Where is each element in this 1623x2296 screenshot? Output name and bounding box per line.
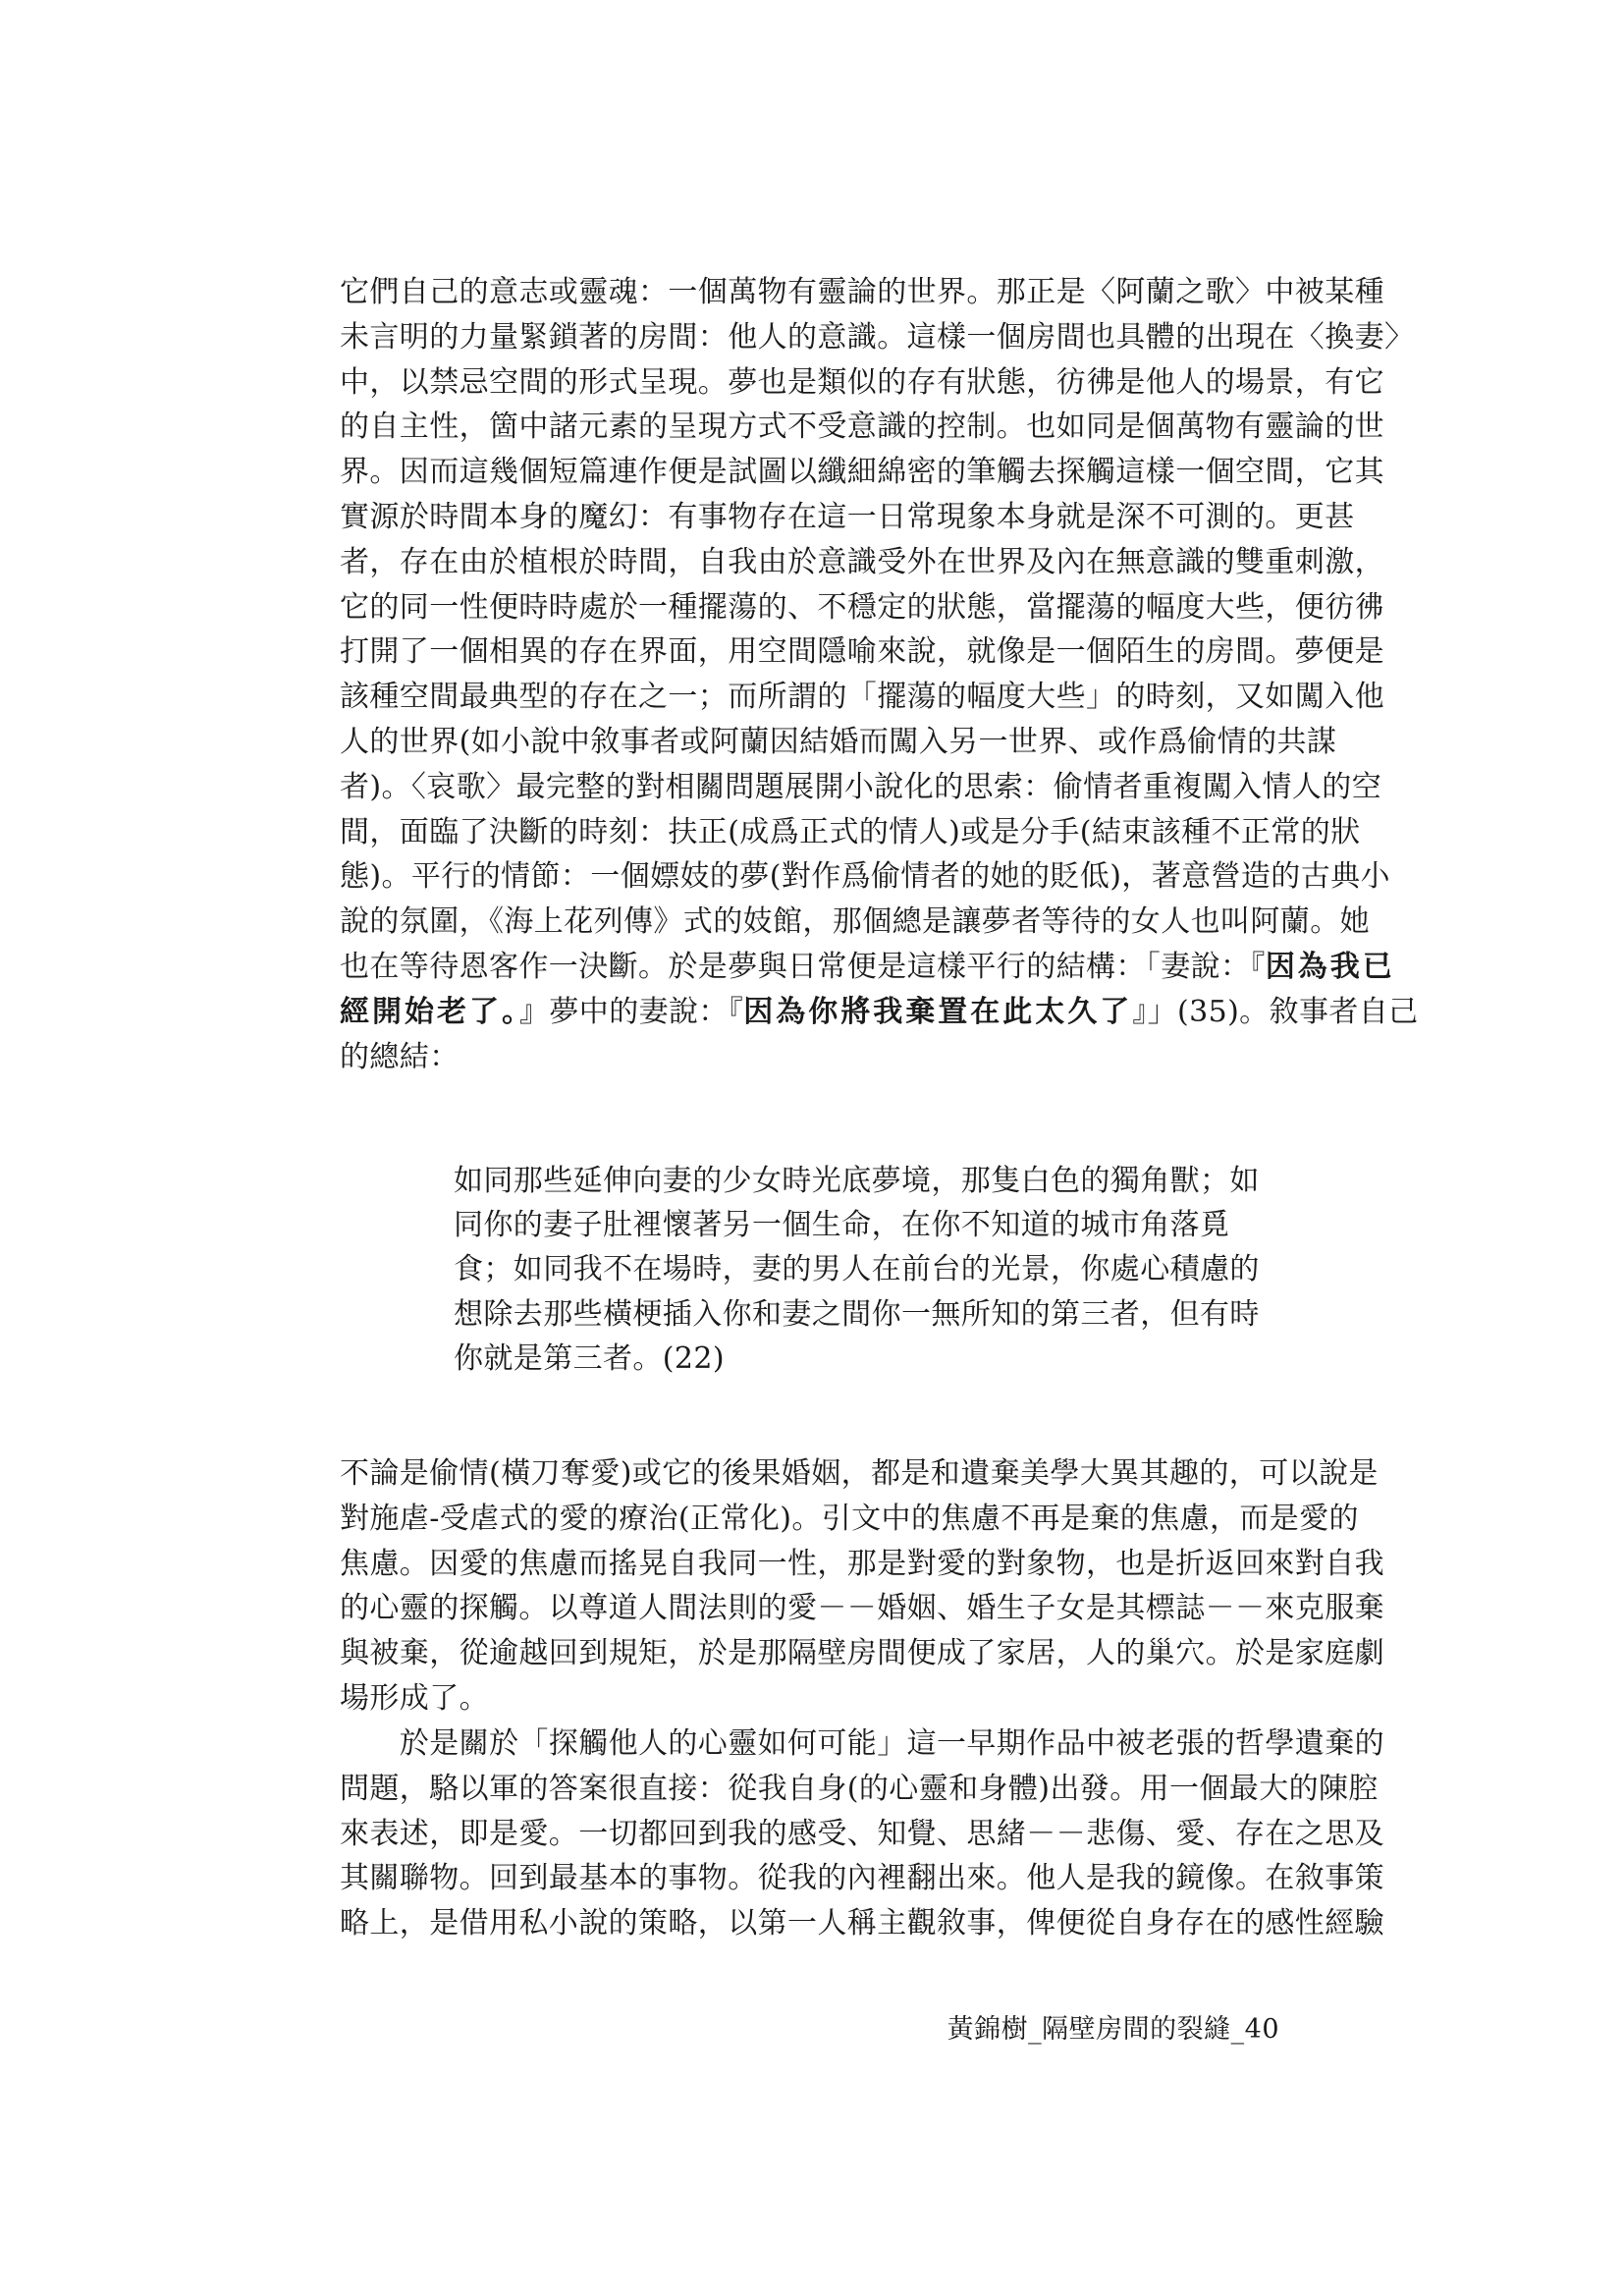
text-line: 問題，駱以軍的答案很直接：從我自身(的心靈和身體)出發。用一個最大的陳腔 — [340, 1771, 1379, 1806]
paragraph-3 — [340, 1722, 1384, 1946]
text-line: 它們自己的意志或靈魂：一個萬物有靈論的世界。那正是〈阿蘭之歌〉中被某種 — [340, 275, 1384, 309]
emphasized-quote: 因為我已 — [1265, 949, 1395, 984]
text-line: 者)。〈哀歌〉最完整的對相關問題展開小說化的思索：偷情者重複闖入情人的空 — [340, 769, 1382, 804]
text-line: 與被棄，從逾越回到規矩，於是那隔壁房間便成了家居，人的巢穴。於是家庭劇 — [340, 1636, 1384, 1671]
quote-line: 你就是第三者。(22) — [454, 1340, 725, 1376]
text-line: 該種空間最典型的存在之一；而所謂的「擺蕩的幅度大些」的時刻，又如闖入他 — [340, 680, 1384, 715]
text-line: 其關聯物。回到最基本的事物。從我的內裡翻出來。他人是我的鏡像。在敘事策 — [340, 1861, 1384, 1896]
quote-line: 食；如同我不在場時，妻的男人在前台的光景，你處心積慮的 — [454, 1252, 1260, 1287]
emphasized-quote: 因為你將我棄置在此太久了 — [743, 994, 1133, 1029]
text-line: 對施虐-受虐式的愛的療治(正常化)。引文中的焦慮不再是棄的焦慮，而是愛的 — [340, 1501, 1359, 1536]
quote-line: 同你的妻子肚裡懷著另一個生命，在你不知道的城市角落覓 — [454, 1208, 1230, 1243]
paragraph-1 — [340, 270, 1419, 1079]
text-line: 者，存在由於植根於時間，自我由於意識受外在世界及內在無意識的雙重刺激， — [340, 544, 1384, 579]
text-line: 實源於時間本身的魔幻：有事物存在這一日常現象本身就是深不可測的。更甚 — [340, 499, 1355, 534]
text-line: 中，以禁忌空間的形式呈現。夢也是類似的存有狀態，彷彿是他人的場景，有它 — [340, 364, 1384, 400]
text-fragment: 也在等待恩客作一決斷。於是夢與日常便是這樣平行的結構：「妻說：『 — [340, 949, 1266, 984]
text-line: 態)。平行的情節：一個嫖妓的夢(對作爲偷情者的她的貶低)，著意營造的古典小 — [340, 859, 1390, 895]
emphasized-quote: 經開始老了。 — [340, 994, 519, 1029]
text-line: 不論是偷情(橫刀奪愛)或它的後果婚姻，都是和遺棄美學大異其趣的，可以說是 — [340, 1456, 1379, 1491]
text-line: 的自主性，箇中諸元素的呈現方式不受意識的控制。也如同是個萬物有靈論的世 — [340, 410, 1384, 445]
block-quote — [454, 1159, 1260, 1381]
text-line: 打開了一個相異的存在界面，用空間隱喻來說，就像是一個陌生的房間。夢便是 — [340, 634, 1384, 670]
text-line: 說的氛圍，《海上花列傳》式的妓館，那個總是讓夢者等待的女人也叫阿蘭。她 — [340, 904, 1370, 940]
text-line: 它的同一性便時時處於一種擺蕩的、不穩定的狀態，當擺蕩的幅度大些，便彷彿 — [340, 589, 1384, 625]
text-line: 人的世界(如小說中敘事者或阿蘭因結婚而闖入另一世界、或作爲偷情的共謀 — [340, 724, 1337, 759]
quote-line: 想除去那些橫梗插入你和妻之間你一無所知的第三者，但有時 — [454, 1296, 1260, 1332]
page-footer: 黃錦樹_隔壁房間的裂縫_40 — [947, 2014, 1279, 2045]
paragraph-2 — [340, 1451, 1384, 1722]
text-line: 的總結： — [340, 1039, 460, 1074]
text-line: 來表述，即是愛。一切都回到我的感受、知覺、思緒－－悲傷、愛、存在之思及 — [340, 1816, 1384, 1851]
text-line: 略上，是借用私小說的策略，以第一人稱主觀敘事，俾便從自身存在的感性經驗 — [340, 1906, 1384, 1941]
text-line: 間，面臨了決斷的時刻：扶正(成爲正式的情人)或是分手(結束該種不正常的狀 — [340, 814, 1361, 849]
text-line — [340, 990, 1419, 1035]
text-fragment: 』夢中的妻說：『 — [519, 994, 744, 1029]
text-line: 界。因而這幾個短篇連作便是試圖以纖細綿密的筆觸去探觸這樣一個空間，它其 — [340, 455, 1384, 490]
text-line: 焦慮。因愛的焦慮而搖晃自我同一性，那是對愛的對象物，也是折返回來對自我 — [340, 1546, 1384, 1581]
quote-line: 如同那些延伸向妻的少女時光底夢境，那隻白色的獨角獸；如 — [454, 1164, 1260, 1198]
text-line: 場形成了。 — [340, 1680, 489, 1716]
text-line: 於是關於「探觸他人的心靈如何可能」這一早期作品中被老張的哲學遺棄的 — [340, 1726, 1384, 1761]
text-fragment: 』」(35)。敘事者自己 — [1132, 994, 1419, 1029]
text-line — [340, 945, 1395, 990]
text-line: 未言明的力量緊鎖著的房間：他人的意識。這樣一個房間也具體的出現在〈換妻〉 — [340, 319, 1415, 355]
text-line: 的心靈的探觸。以尊道人間法則的愛－－婚姻、婚生子女是其標誌－－來克服棄 — [340, 1591, 1384, 1626]
